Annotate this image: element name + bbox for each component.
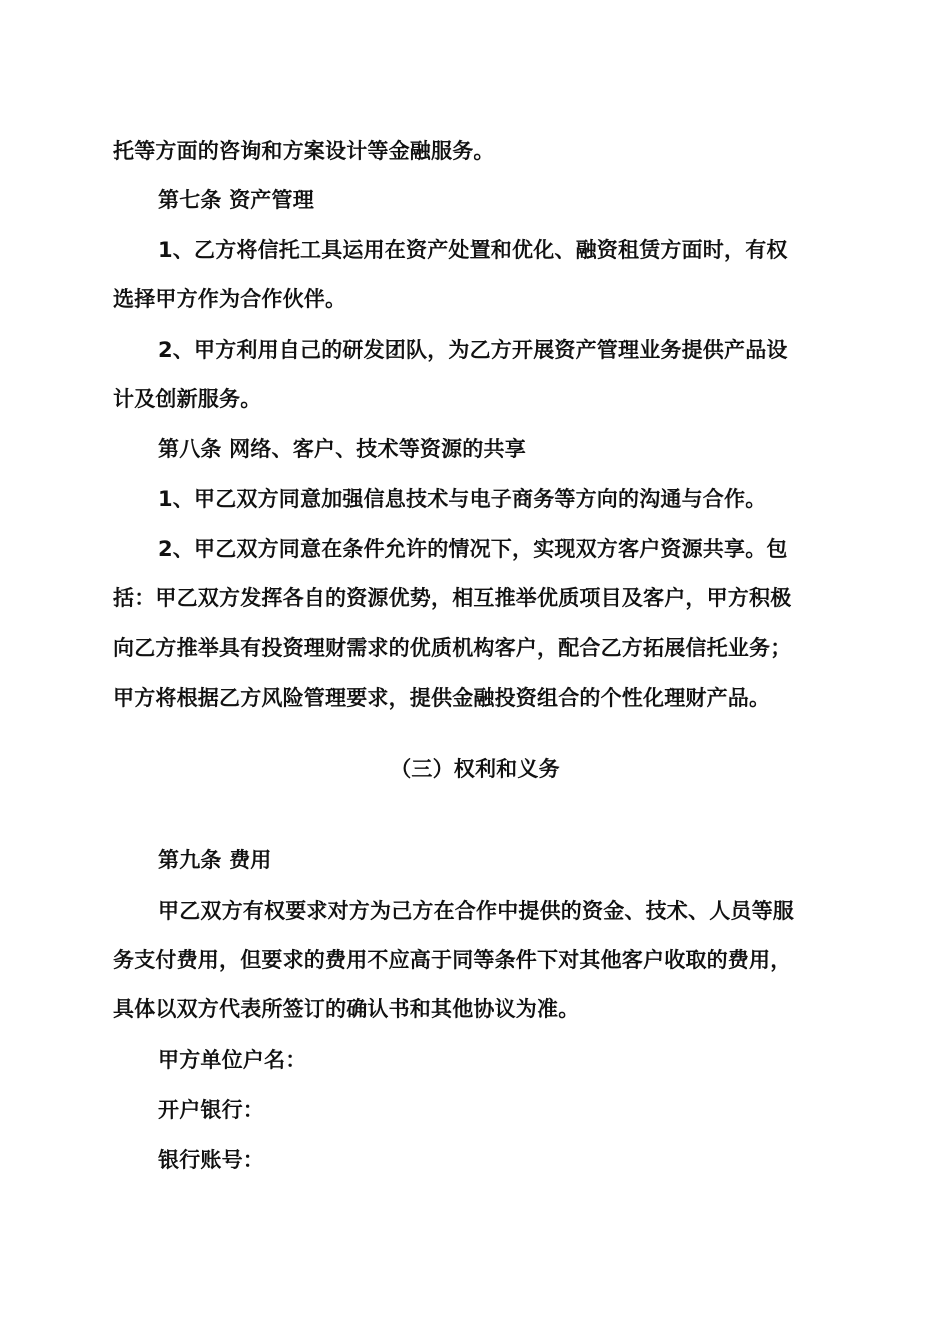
paragraph-line: 选择甲方作为合作伙伴。 [113,287,347,311]
paragraph-line: 2、甲方利用自己的研发团队，为乙方开展资产管理业务提供产品设 [158,338,788,362]
paragraph-line: 1、乙方将信托工具运用在资产处置和优化、融资租赁方面时，有权 [158,238,788,262]
paragraph-line: 托等方面的咨询和方案设计等金融服务。 [113,139,495,163]
paragraph-line: 务支付费用，但要求的费用不应高于同等条件下对其他客户收取的费用， [113,948,792,972]
paragraph-line: 1、甲乙双方同意加强信息技术与电子商务等方向的沟通与合作。 [158,487,767,511]
paragraph-line: 具体以双方代表所签订的确认书和其他协议为准。 [113,997,580,1021]
account-number-label: 银行账号： [158,1148,264,1172]
paragraph-line: 计及创新服务。 [113,387,262,411]
article-7-heading: 第七条 资产管理 [158,188,314,212]
paragraph-line: 括：甲乙双方发挥各自的资源优势，相互推举优质项目及客户，甲方积极 [113,586,792,610]
paragraph-line: 向乙方推举具有投资理财需求的优质机构客户，配合乙方拓展信托业务； [113,636,792,660]
paragraph-line: 甲乙双方有权要求对方为己方在合作中提供的资金、技术、人员等服 [158,899,794,923]
section-heading: （三）权利和义务 [390,757,560,781]
article-8-heading: 第八条 网络、客户、技术等资源的共享 [158,437,526,461]
account-name-label: 甲方单位户名： [158,1048,307,1072]
article-9-heading: 第九条 费用 [158,848,272,872]
paragraph-line: 2、甲乙双方同意在条件允许的情况下，实现双方客户资源共享。包 [158,537,788,561]
bank-label: 开户银行： [158,1098,264,1122]
paragraph-line: 甲方将根据乙方风险管理要求，提供金融投资组合的个性化理财产品。 [113,686,771,710]
